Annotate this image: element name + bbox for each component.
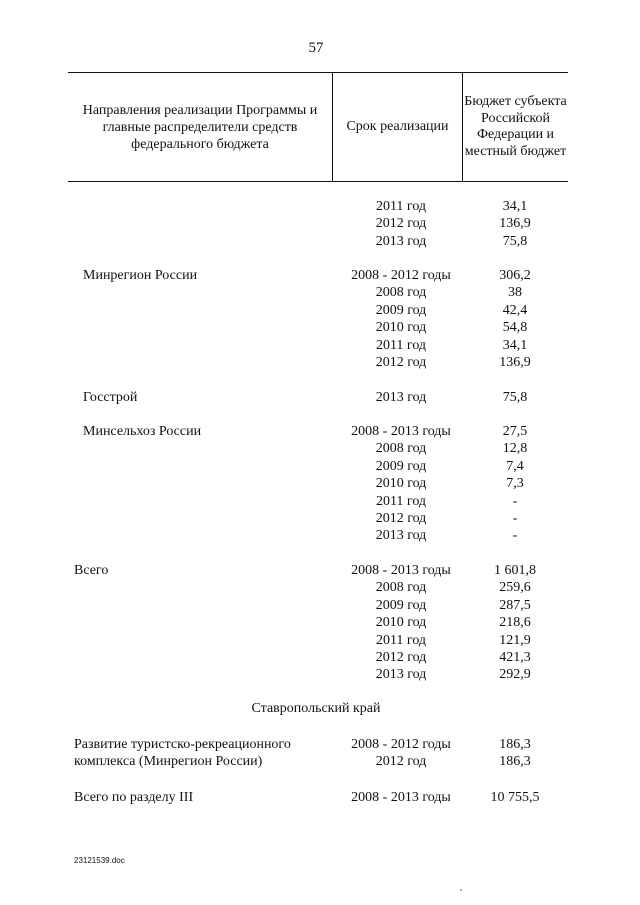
row-period: 2010 год — [375, 476, 427, 492]
row-period: 2008 год — [375, 441, 427, 457]
table-row — [0, 527, 640, 544]
table-row — [0, 493, 640, 510]
row-value: 136,9 — [499, 216, 531, 232]
row-value: 218,6 — [499, 615, 531, 631]
row-period: 2009 год — [375, 597, 427, 613]
table-row — [0, 440, 640, 457]
row-value: 186,3 — [499, 737, 531, 752]
row-value: 10 755,5 — [490, 790, 540, 805]
row-period: 2012 год — [375, 355, 427, 370]
row-name: Минсельхоз России — [83, 424, 202, 439]
header-period: Срок реализации — [333, 73, 463, 181]
row-name: Госстрой — [83, 390, 138, 405]
row-value: 1 601,8 — [494, 563, 536, 578]
table-row — [0, 632, 640, 649]
row-value: - — [512, 493, 518, 509]
table-row — [0, 614, 640, 631]
row-value: 12,8 — [502, 441, 528, 457]
table-row — [0, 597, 640, 614]
row-period: 2013 год — [375, 390, 427, 405]
table-row — [0, 337, 640, 354]
row-value: 34,1 — [502, 199, 528, 214]
row-period: 2010 год — [375, 615, 427, 631]
row-period: 2008 год — [375, 285, 427, 301]
row-value: 259,6 — [499, 580, 531, 596]
row-value: 7,3 — [506, 476, 524, 492]
row-period: 2012 год — [375, 754, 427, 770]
scan-speck — [460, 889, 462, 891]
table-row — [0, 666, 640, 683]
row-period: 2009 год — [375, 302, 427, 318]
row-value: 75,8 — [502, 233, 528, 249]
table-row — [0, 233, 640, 250]
table-row — [0, 753, 640, 770]
row-period: 2008 - 2013 годы — [351, 563, 451, 578]
row-period: 2011 год — [375, 632, 427, 648]
row-period: 2013 год — [375, 667, 427, 683]
table-row — [0, 267, 640, 284]
row-period: 2011 год — [375, 199, 427, 214]
row-period: 2008 - 2012 годы — [351, 737, 451, 752]
table-row — [0, 389, 640, 406]
table-row — [0, 475, 640, 492]
row-value: 292,9 — [499, 667, 531, 683]
row-value: 186,3 — [499, 754, 531, 770]
row-name: Развитие туристско-рекреационного — [74, 737, 291, 752]
row-value: - — [512, 528, 518, 544]
row-period: 2011 год — [375, 337, 427, 353]
table-row — [0, 458, 640, 475]
row-value: 306,2 — [499, 268, 531, 283]
row-period: 2013 год — [375, 528, 427, 544]
row-period: 2011 год — [375, 493, 427, 509]
table-row — [0, 736, 640, 753]
row-period: 2009 год — [375, 458, 427, 474]
row-value: 38 — [508, 285, 522, 301]
row-value: 121,9 — [499, 632, 531, 648]
header-directions: Направления реализации Программы и главные распределители средств федерального бюджета — [68, 73, 333, 181]
row-name: Всего по разделу III — [74, 790, 194, 805]
row-period: 2012 год — [375, 650, 427, 665]
header-regional-budget: Бюджет субъекта Российской Федерации и местный бюджет — [464, 94, 567, 159]
table-row — [0, 354, 640, 371]
row-period: 2012 год — [375, 511, 427, 526]
table-row — [0, 423, 640, 440]
row-period: 2008 - 2012 годы — [351, 268, 451, 283]
table-row — [0, 319, 640, 336]
row-value: 7,4 — [506, 458, 524, 474]
row-name: Минрегион России — [83, 268, 198, 283]
row-value: 34,1 — [502, 337, 528, 353]
table-row — [0, 198, 640, 215]
row-period: 2008 - 2013 годы — [351, 790, 451, 805]
row-period: 2008 - 2013 годы — [351, 424, 451, 439]
table-row — [0, 215, 640, 232]
row-value: 287,5 — [499, 597, 531, 613]
table-row — [0, 789, 640, 806]
table-row — [0, 302, 640, 319]
table-row — [0, 579, 640, 596]
row-period: 2010 год — [375, 320, 427, 336]
row-name: Всего — [74, 563, 109, 578]
page-number: 57 — [308, 40, 324, 56]
table-row — [0, 562, 640, 579]
row-value: 136,9 — [499, 355, 531, 370]
region-heading: Ставропольский край — [251, 701, 381, 716]
document-code: 23121539.doc — [74, 856, 125, 865]
row-value: 27,5 — [502, 424, 528, 439]
table-row — [0, 510, 640, 527]
row-period: 2008 год — [375, 580, 427, 596]
row-value: 421,3 — [499, 650, 531, 665]
row-name: комплекса (Минрегион России) — [74, 754, 263, 770]
row-period: 2012 год — [375, 216, 427, 232]
row-value: 75,8 — [502, 390, 528, 405]
table-row — [0, 649, 640, 666]
row-period: 2013 год — [375, 233, 427, 249]
table-row — [0, 284, 640, 301]
row-value: 54,8 — [502, 320, 528, 336]
row-value: - — [512, 511, 518, 526]
row-value: 42,4 — [502, 302, 528, 318]
